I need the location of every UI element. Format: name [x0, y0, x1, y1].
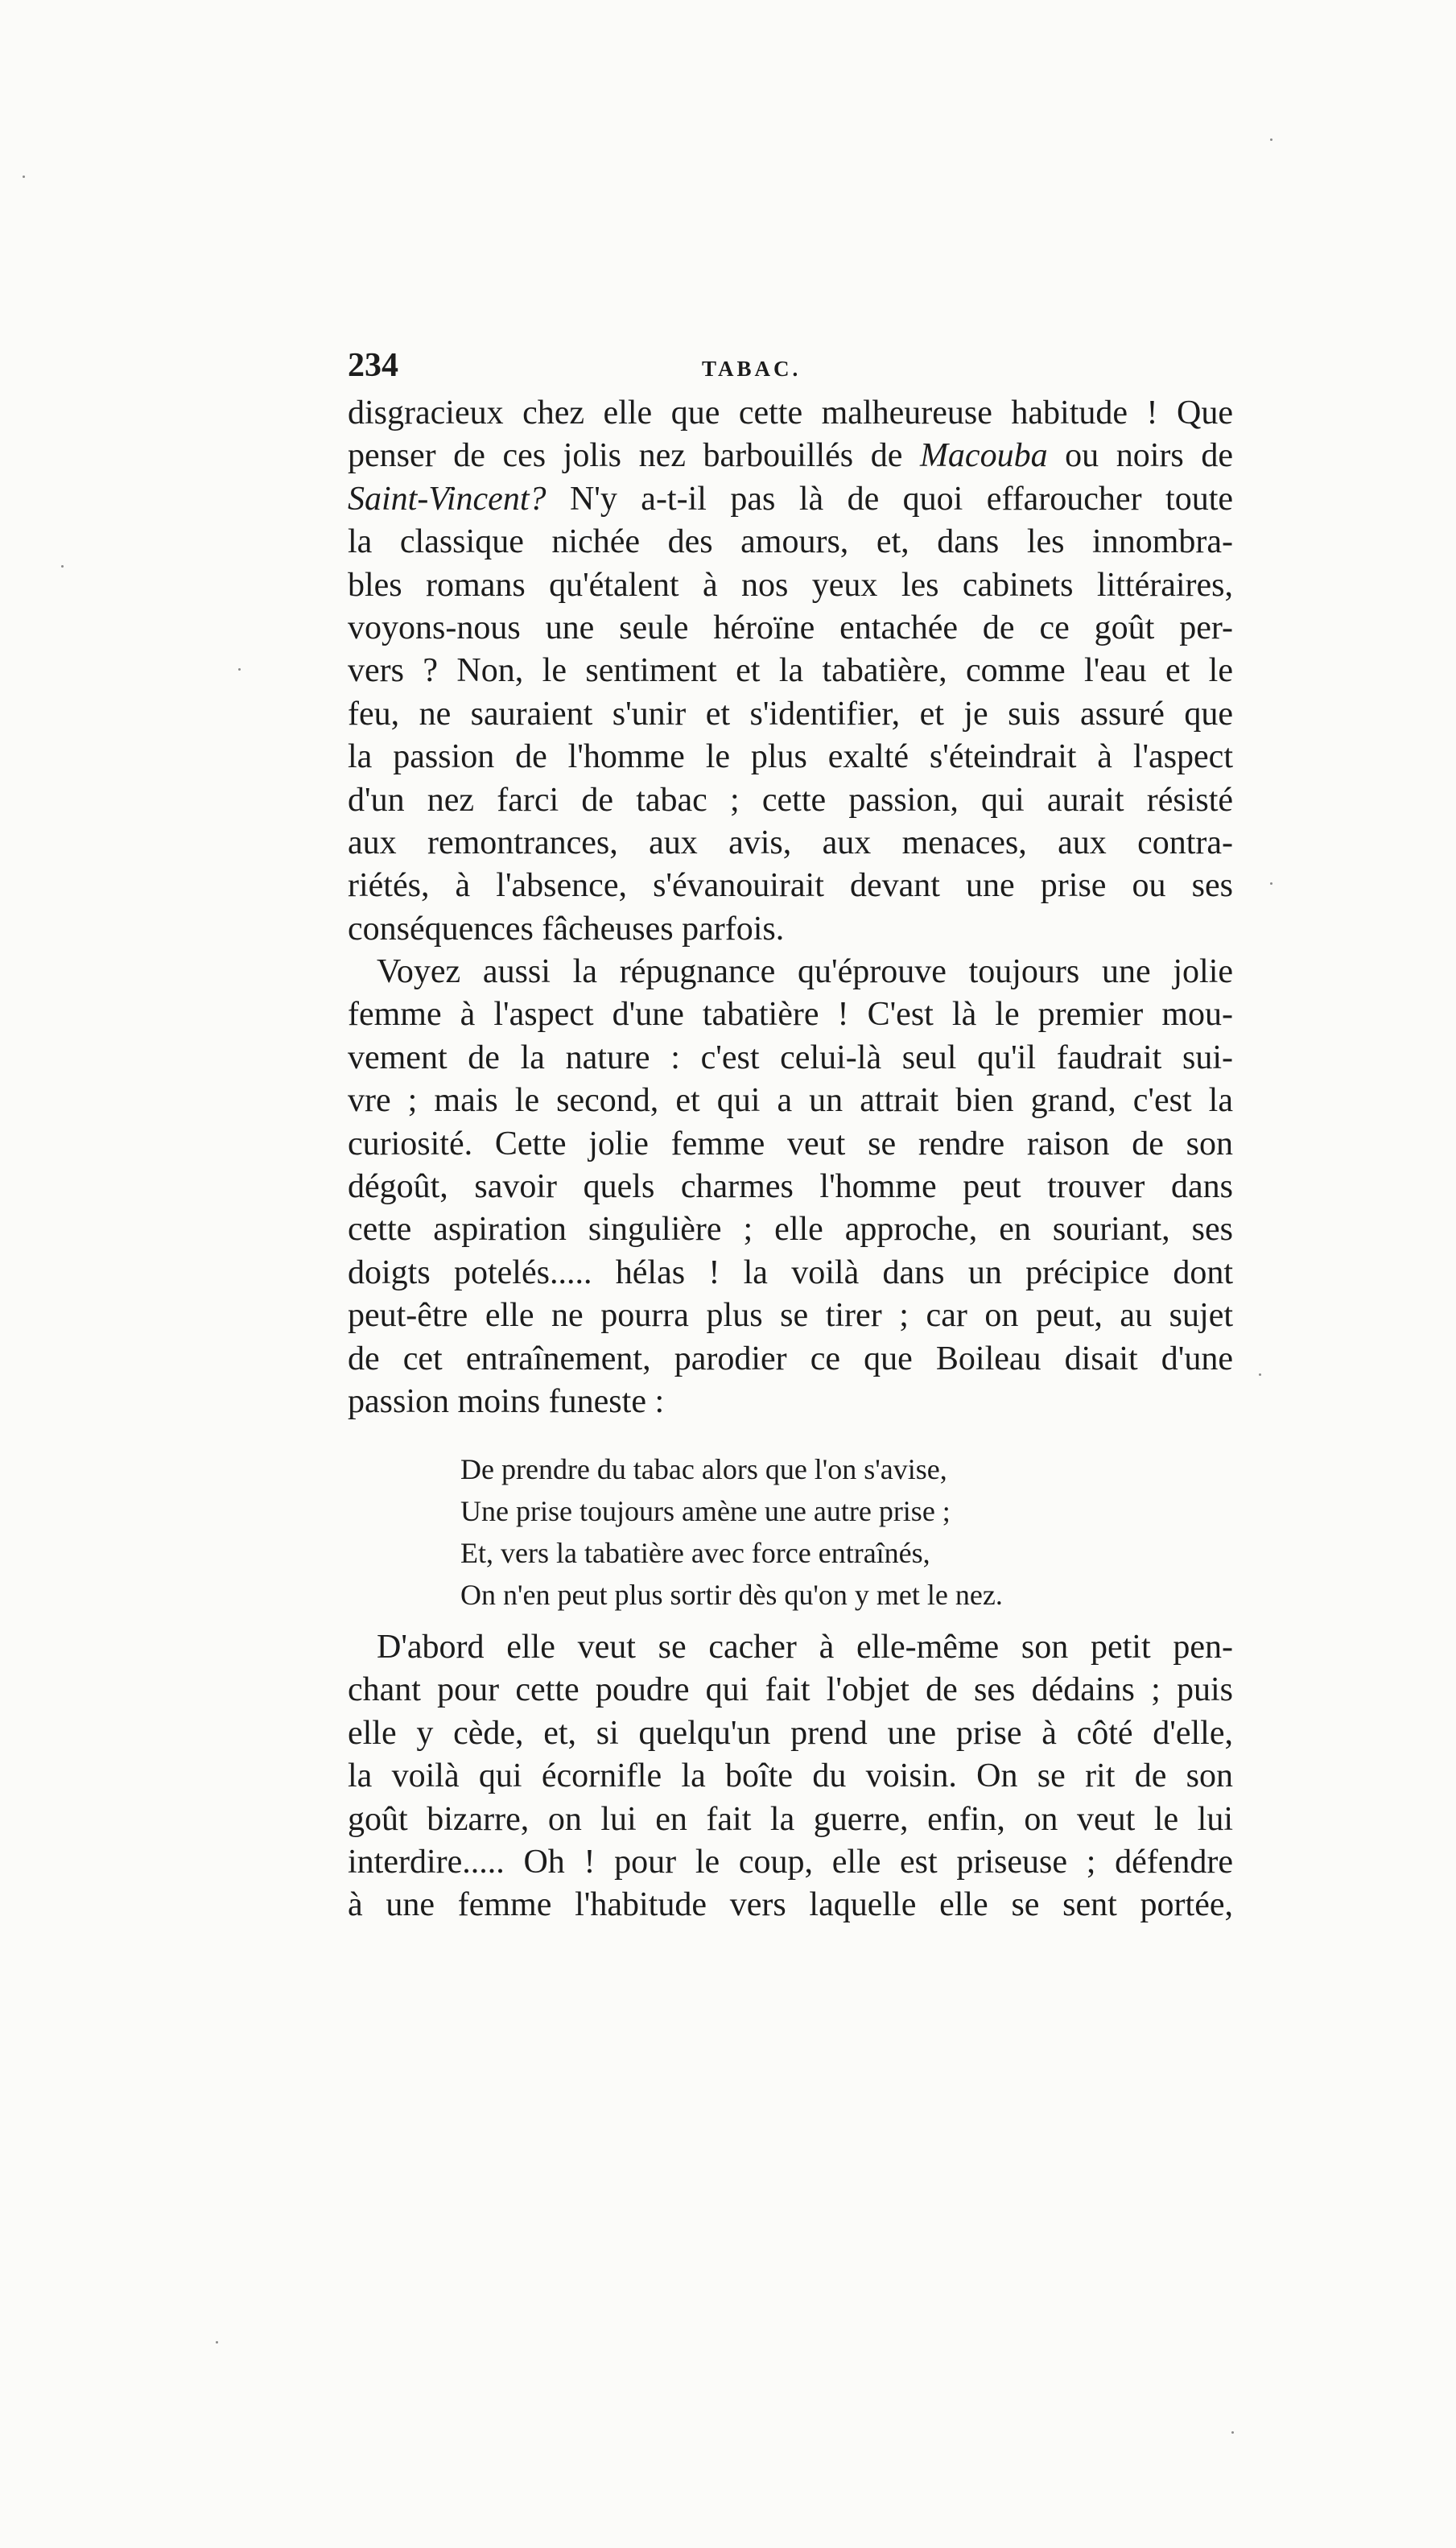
text-line: de cet entraînement, parodier ce que Boileau disait d'une — [348, 1340, 1233, 1377]
verse-line: De prendre du tabac alors que l'on s'avise, — [460, 1453, 947, 1485]
text-line: disgracieux chez elle que cette malheureuse habitude ! Que — [348, 394, 1233, 432]
paper-speck — [23, 176, 25, 178]
text-line: la classique nichée des amours, et, dans les innombra- — [348, 523, 1233, 561]
verse-line: Une prise toujours amène une autre prise ; — [460, 1495, 951, 1527]
italic-text: Saint-Vincent? — [348, 480, 547, 518]
paragraph-2 — [348, 951, 1233, 1423]
text-line: feu, ne sauraient s'unir et s'identifier, et je suis assuré que — [348, 695, 1233, 733]
text-line: la passion de l'homme le plus exalté s'éteindrait à l'aspect — [348, 738, 1233, 776]
text-line: d'un nez farci de tabac ; cette passion, qui aurait résisté — [348, 781, 1233, 819]
text-line: dégoût, savoir quels charmes l'homme peut trouver dans — [348, 1167, 1233, 1205]
verse-quote — [460, 1448, 1185, 1616]
text-line: voyons-nous une seule héroïne entachée de ce goût per- — [348, 609, 1233, 646]
text-line: peut-être elle ne pourra plus se tirer ; car on peut, au sujet — [348, 1297, 1233, 1335]
page-header — [348, 341, 1233, 390]
paragraph-3 — [348, 1626, 1233, 1927]
paper-speck — [1270, 138, 1272, 141]
text-line: vre ; mais le second, et qui a un attrait bien grand, c'est la — [348, 1082, 1233, 1120]
text-line: doigts potelés..... hélas ! la voilà dans un précipice dont — [348, 1253, 1233, 1291]
text-line: femme à l'aspect d'une tabatière ! C'est là le premier mou- — [348, 996, 1233, 1034]
text-line: goût bizarre, on lui en fait la guerre, enfin, on veut le lui — [348, 1800, 1233, 1838]
text-line: à une femme l'habitude vers laquelle elle se sent portée, — [348, 1886, 1233, 1924]
text-line: D'abord elle veut se cacher à elle-même son petit pen- — [377, 1629, 1233, 1666]
text-line: bles romans qu'étalent à nos yeux les cabinets littéraires, — [348, 566, 1233, 604]
text-line: elle y cède, et, si quelqu'un prend une prise à côté d'elle, — [348, 1714, 1233, 1752]
text-line: chant pour cette poudre qui fait l'objet de ses dédains ; puis — [348, 1671, 1233, 1709]
text-line: passion moins funeste : — [348, 1382, 665, 1420]
paper-speck — [1259, 1373, 1261, 1376]
text-line: vers ? Non, le sentiment et la tabatière, comme l'eau et le — [348, 652, 1233, 690]
text-line: interdire..... Oh ! pour le coup, elle est priseuse ; défendre — [348, 1843, 1233, 1881]
paper-speck — [216, 2341, 218, 2344]
paragraph-1 — [348, 392, 1233, 951]
text-line: aux remontrances, aux avis, aux menaces, aux contra- — [348, 824, 1233, 861]
text-line: penser de ces jolis nez barbouillés de Macouba ou noirs de — [348, 437, 1233, 475]
text-line: curiosité. Cette jolie femme veut se rendre raison de son — [348, 1125, 1233, 1162]
text-line: Voyez aussi la répugnance qu'éprouve toujours une jolie — [377, 953, 1233, 990]
text-line: cette aspiration singulière ; elle approche, en souriant, ses — [348, 1211, 1233, 1249]
text-line: la voilà qui écornifle la boîte du voisin. On se rit de son — [348, 1757, 1233, 1795]
paper-speck — [1270, 882, 1272, 885]
verse-line: On n'en peut plus sortir dès qu'on y met le nez. — [460, 1579, 1003, 1611]
running-head: TABAC. — [702, 357, 802, 381]
text-line: riétés, à l'absence, s'évanouirait devant une prise ou ses — [348, 867, 1233, 905]
text-line: Saint-Vincent? N'y a-t-il pas là de quoi effaroucher toute — [348, 480, 1233, 518]
paper-speck — [238, 668, 241, 671]
paper-speck — [61, 565, 64, 568]
verse-line: Et, vers la tabatière avec force entraînés, — [460, 1537, 930, 1569]
text-line: vement de la nature : c'est celui-là seul qu'il faudrait sui- — [348, 1039, 1233, 1076]
italic-text: Macouba — [919, 437, 1048, 475]
text-line: conséquences fâcheuses parfois. — [348, 910, 785, 948]
paper-speck — [1231, 2431, 1234, 2434]
page-number: 234 — [348, 347, 398, 384]
